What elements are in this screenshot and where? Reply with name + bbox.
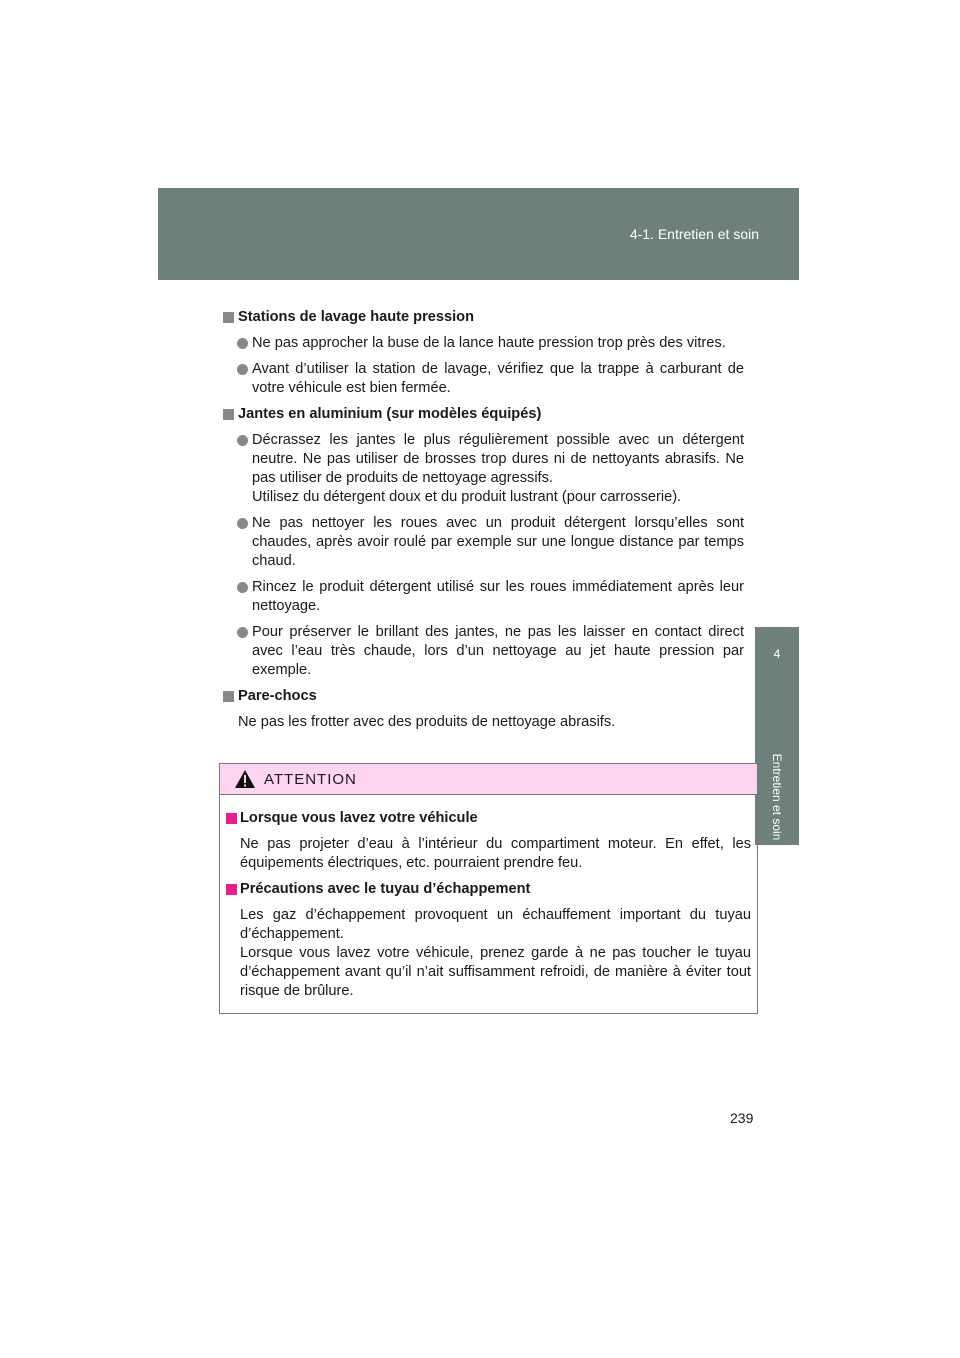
- square-bullet-icon: [223, 312, 234, 323]
- attention-header: [220, 764, 757, 795]
- page-number: 239: [730, 1110, 754, 1126]
- bullet-item: Rincez le produit détergent utilisé sur les roues immédiatement après leur nettoyage.: [222, 578, 744, 616]
- square-bullet-icon: [223, 691, 234, 702]
- section-heading: Pare-chocs: [222, 687, 744, 706]
- bullet-item: Ne pas approcher la buse de la lance haute pression trop près des vitres.: [222, 334, 744, 353]
- square-bullet-icon: [226, 884, 237, 895]
- square-bullet-icon: [223, 409, 234, 420]
- bullet-item: Pour préserver le brillant des jantes, ne pas les laisser en contact direct avec l’eau très chaude, lors d’un nettoyage au jet haute pression par exemple.: [222, 623, 744, 680]
- circle-bullet-icon: [237, 582, 248, 593]
- section-heading: Jantes en aluminium (sur modèles équipés): [222, 405, 744, 424]
- bullet-item: Décrassez les jantes le plus régulièrement possible avec un détergent neutre. Ne pas utiliser de brosses trop dures ni de nettoyants abrasifs. Ne pas utiliser de produits de nettoyage agressifs. Utilisez du détergent doux et du produit lustrant (pour carrosserie).: [222, 431, 744, 507]
- section-heading: Stations de lavage haute pression: [222, 308, 744, 327]
- attention-paragraph: Lorsque vous lavez votre véhicule, prenez garde à ne pas toucher le tuyau d’échappement avant qu’il n’ait suffisamment refroidi, de manière à éviter tout risque de brûlure.: [240, 945, 751, 999]
- circle-bullet-icon: [237, 518, 248, 529]
- attention-title: ATTENTION: [264, 771, 357, 788]
- paragraph: Ne pas les frotter avec des produits de nettoyage abrasifs.: [238, 714, 616, 730]
- attention-paragraph: Les gaz d’échappement provoquent un échauffement important du tuyau d’échappement.: [240, 907, 751, 942]
- circle-bullet-icon: [237, 338, 248, 349]
- section-title: 4-1. Entretien et soin: [629, 226, 759, 242]
- attention-paragraph: Ne pas projeter d’eau à l’intérieur du compartiment moteur. En effet, les équipements électriques, etc. pourraient prendre feu.: [240, 836, 751, 871]
- attention-heading: Précautions avec le tuyau d’échappement: [225, 880, 751, 899]
- section-header: [158, 188, 799, 280]
- attention-heading: Lorsque vous lavez votre véhicule: [225, 809, 751, 828]
- circle-bullet-icon: [237, 627, 248, 638]
- circle-bullet-icon: [237, 364, 248, 375]
- square-bullet-icon: [226, 813, 237, 824]
- chapter-tab-label: Entretien et soin: [755, 749, 799, 845]
- main-content: [222, 308, 744, 739]
- warning-icon: [234, 769, 256, 789]
- chapter-tab-number: 4: [755, 627, 799, 749]
- attention-box: [219, 763, 758, 1014]
- attention-body: [220, 795, 757, 1001]
- bullet-item: Ne pas nettoyer les roues avec un produit détergent lorsqu’elles sont chaudes, après avoir roulé par exemple sur une longue distance par temps chaud.: [222, 514, 744, 571]
- bullet-item: Avant d’utiliser la station de lavage, vérifiez que la trappe à carburant de votre véhicule est bien fermée.: [222, 360, 744, 398]
- circle-bullet-icon: [237, 435, 248, 446]
